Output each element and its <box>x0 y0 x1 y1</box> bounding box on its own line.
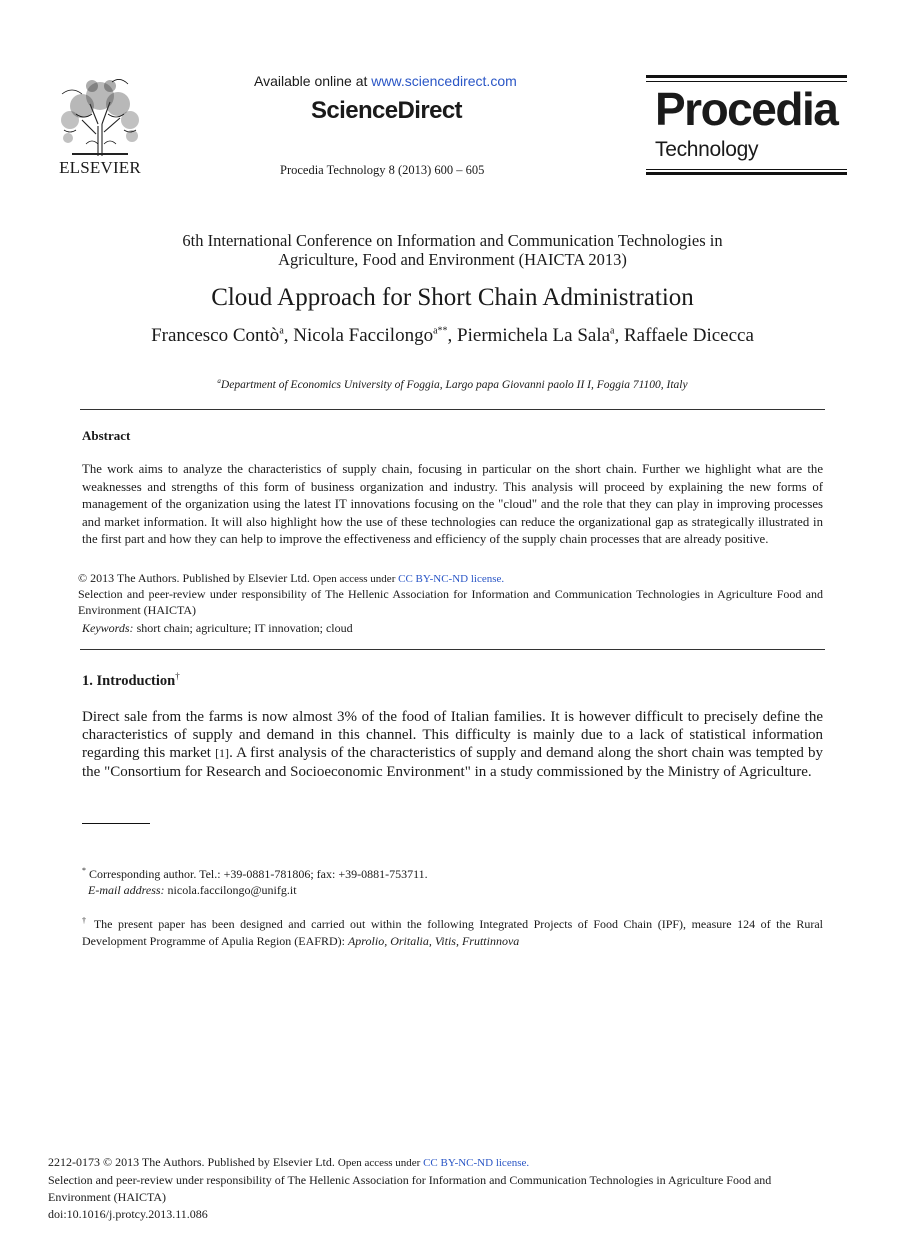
keywords-label: Keywords: <box>82 621 134 635</box>
page-footer <box>48 1154 808 1223</box>
sciencedirect-url-link[interactable]: www.sciencedirect.com <box>371 73 517 89</box>
footer-copyright-text: 2212-0173 © 2013 The Authors. Published by Elsevier Ltd. <box>48 1155 338 1169</box>
author-affiliation-mark: a <box>279 325 284 337</box>
available-online-line <box>254 73 517 89</box>
keywords-list: short chain; agriculture; IT innovation; cloud <box>133 621 353 635</box>
section-heading-text: 1. Introduction <box>82 672 176 689</box>
footnote-mark: † <box>82 916 89 925</box>
footnote-corresponding-author <box>82 863 428 898</box>
footnote-separator <box>82 823 150 824</box>
author-name: Piermichela La Sala <box>457 325 611 346</box>
footer-open-access-label: Open access under <box>337 1157 424 1169</box>
footer-peer-review: Selection and peer-review under responsibility of The Hellenic Association for Information and Communication Technologies in Agriculture Food and Environment (HAICTA) <box>48 1173 772 1204</box>
citation-link[interactable]: [1] <box>215 746 230 761</box>
author-name: Francesco Contò <box>151 325 280 346</box>
section-heading-introduction <box>82 671 180 690</box>
author-name: Raffaele Dicecca <box>624 325 754 346</box>
paper-title: Cloud Approach for Short Chain Administration <box>211 284 694 311</box>
abstract-bottom-divider <box>80 649 825 650</box>
footer-license-link[interactable]: CC BY-NC-ND license. <box>423 1157 530 1169</box>
affiliation <box>80 377 825 391</box>
conference-line-1: 6th International Conference on Information and Communication Technologies in <box>182 231 723 250</box>
footer-doi: doi:10.1016/j.protcy.2013.11.086 <box>48 1207 208 1221</box>
available-online-label: Available online at <box>254 73 372 89</box>
abstract-heading: Abstract <box>82 428 131 443</box>
footnote-funding <box>82 913 823 949</box>
peer-review-statement: Selection and peer-review under responsibility of The Hellenic Association for Information and Communication Technologies in Agriculture Food and Environment (HAICTA) <box>78 587 823 617</box>
procedia-logo-title: Procedia <box>655 83 838 135</box>
publisher-name: ELSEVIER <box>59 158 141 177</box>
section-footnote-mark: † <box>175 671 180 681</box>
footnote-funding-text: The present paper has been designed and carried out within the following Integrated Projects of Food Chain (IPF), measure 124 of the Rural Development Programme of Apulia Region (EAFRD): <box>82 917 824 948</box>
affiliation-text: Department of Economics University of Foggia, Largo papa Giovanni paolo II I, Foggia 71100, Italy <box>220 378 688 391</box>
intro-text-part-2: . A first analysis of the characteristics of supply and demand along the short chain was tempted by the "Consortium for Research and Socioeconomic Environment" in a study commissioned by the Ministry of Agriculture. <box>82 745 823 780</box>
author-affiliation-mark: a** <box>433 325 448 337</box>
copyright-text: © 2013 The Authors. Published by Elsevier Ltd. <box>78 571 313 585</box>
introduction-paragraph <box>82 708 823 781</box>
copyright-line <box>78 570 504 587</box>
footnote-project-names: Aprolio, Oritalia, Vitis, Fruttinnova <box>347 933 520 948</box>
author-affiliation-mark: a <box>610 325 615 337</box>
email-address: nicola.faccilongo@unifg.it <box>164 883 297 897</box>
author-name: Nicola Faccilongo <box>293 325 434 346</box>
author-list: Francesco Contò$^a$, Nicola Faccilongo$^{a**}$, Piermichela La Sala$^a$, Raffaele Dicecca <box>151 325 754 346</box>
sciencedirect-logo: ScienceDirect <box>311 97 462 124</box>
keywords-line <box>82 620 353 636</box>
journal-reference: Procedia Technology 8 (2013) 600 – 605 <box>280 163 485 177</box>
footnote-contact-text: Corresponding author. Tel.: +39-0881-781806; fax: +39-0881-753711. <box>86 867 428 881</box>
intro-text-part-1: Direct sale from the farms is now almost 3% of the food of Italian families. It is however difficult to precisely define the characteristics of supply and demand in this channel. This difficulty is mainly due to a lack of statistical information regarding this market <box>82 709 823 762</box>
open-access-label: Open access under <box>312 573 399 585</box>
email-label: E-mail address: <box>88 883 165 897</box>
footnote-mark: * <box>82 866 86 875</box>
abstract-top-divider <box>80 409 825 410</box>
affiliation-mark: a <box>217 377 221 385</box>
abstract-text: The work aims to analyze the characteristics of supply chain, focusing in particular on the short chain. Further we highlight what are the weaknesses and strengths of this form of business organization and industry. This analysis will proceed by explaining the new forms of management of the organization using the latest IT innovations focusing on the "cloud" and the role that they can play in improving processes and market information. It will also highlight how the use of these technologies can reduce the organizational gap as strategically illustrated in the first part and how they can help to improve the effectiveness and efficiency of the supply chain processes that are already positive. <box>82 462 823 547</box>
footer-copyright-line <box>48 1154 808 1172</box>
conference-name <box>80 231 825 269</box>
license-link[interactable]: CC BY-NC-ND license. <box>398 573 505 585</box>
procedia-logo-subtitle: Technology <box>655 138 759 161</box>
conference-line-2: Agriculture, Food and Environment (HAICTA 2013) <box>278 250 627 269</box>
